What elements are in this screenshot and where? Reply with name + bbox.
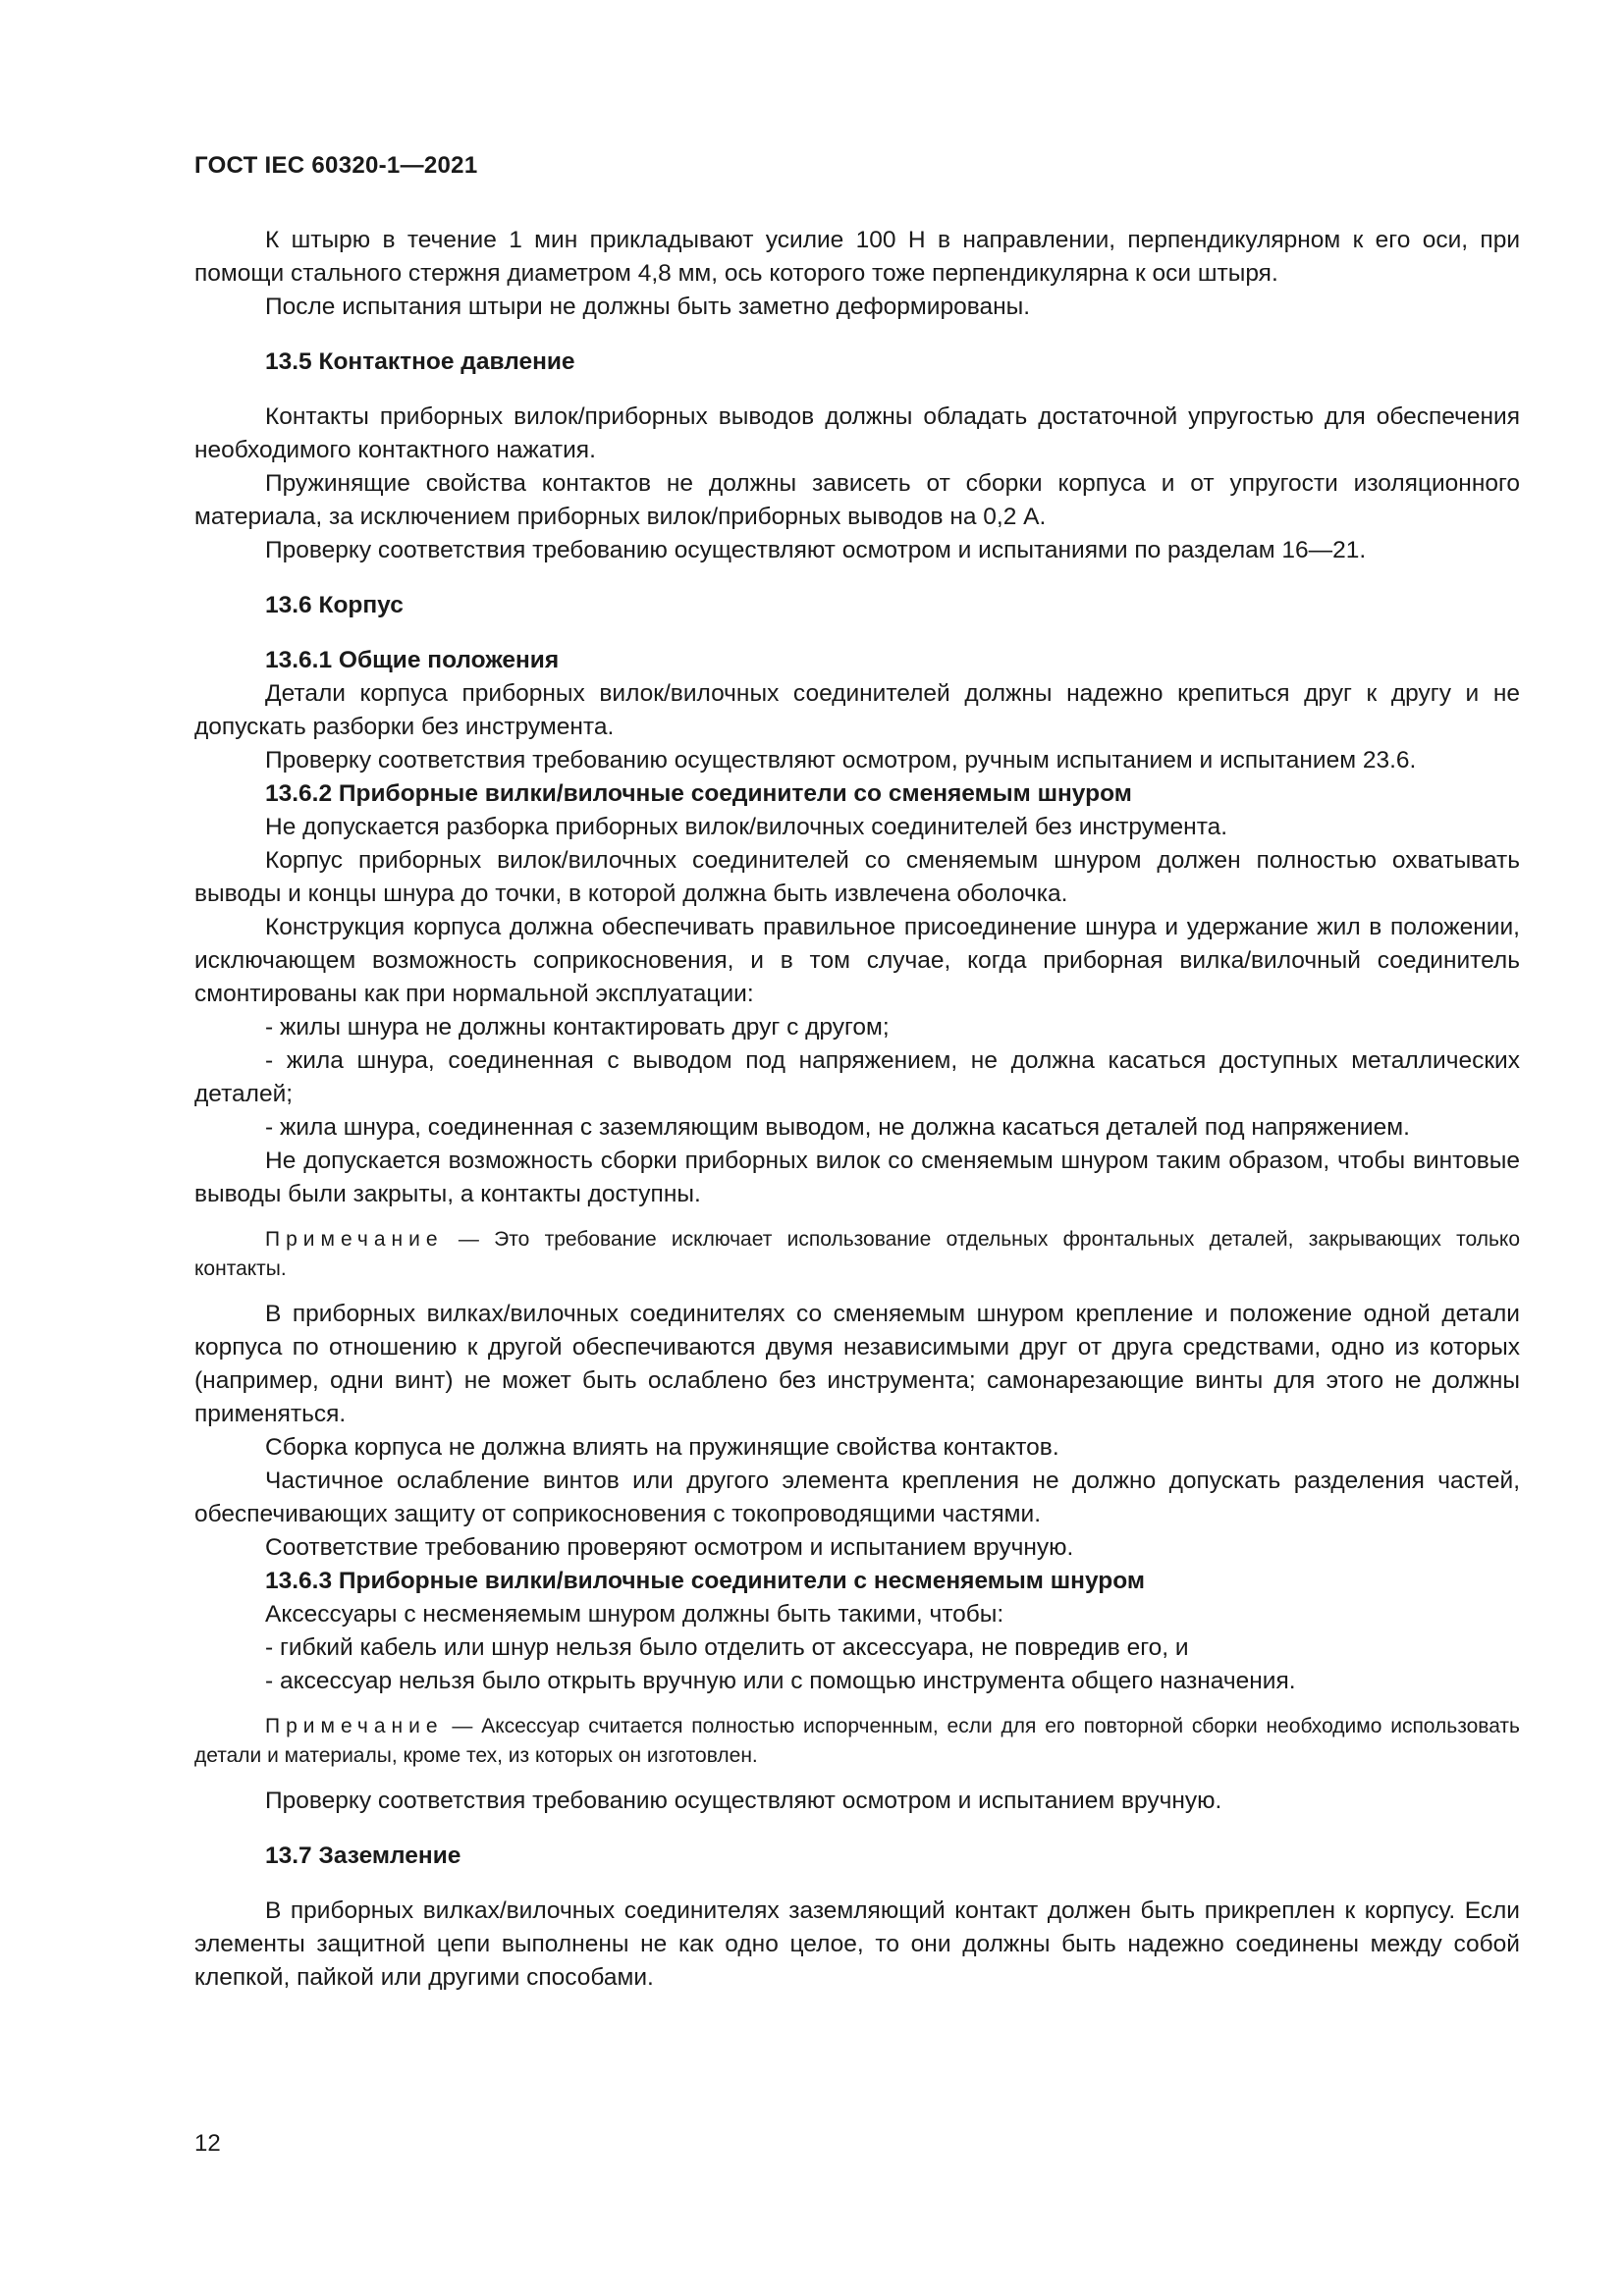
note (194, 1712, 1520, 1771)
list-item: - жилы шнура не должны контактировать друг с другом; (265, 1014, 890, 1041)
paragraph: Контакты приборных вилок/приборных выводов должны обладать достаточной упругостью для обеспечения необходимого контактного нажатия. (194, 403, 1520, 463)
paragraph: Частичное ослабление винтов или другого элемента крепления не должно допускать разделения частей, обеспечивающих защиту от соприкосновения с токопроводящими частями. (194, 1468, 1520, 1527)
paragraph: Соответствие требованию проверяют осмотром и испытанием вручную. (265, 1534, 1074, 1561)
section-heading-13-6-1: 13.6.1 Общие положения (265, 647, 560, 673)
note-text: — Аксессуар считается полностью испорченным, если для его повторной сборки необходимо использовать детали и материалы, кроме тех, из которых он изготовлен. (194, 1715, 1520, 1767)
paragraph: Проверку соответствия требованию осуществляют осмотром, ручным испытанием и испытанием 23.6. (265, 747, 1417, 774)
list-item: - гибкий кабель или шнур нельзя было отделить от аксессуара, не повредив его, и (265, 1634, 1189, 1661)
section-heading-13-7: 13.7 Заземление (265, 1842, 461, 1869)
note (194, 1225, 1520, 1284)
note-label: Примечание (265, 1228, 444, 1251)
paragraph: Сборка корпуса не должна влиять на пружинящие свойства контактов. (265, 1434, 1059, 1461)
paragraph: Не допускается возможность сборки приборных вилок со сменяемым шнуром таким образом, чтобы винтовые выводы были закрыты, а контакты доступны. (194, 1148, 1520, 1207)
paragraph: Детали корпуса приборных вилок/вилочных соединителей должны надежно крепиться друг к другу и не допускать разборки без инструмента. (194, 680, 1520, 740)
section-heading-13-6-2: 13.6.2 Приборные вилки/вилочные соединители со сменяемым шнуром (265, 780, 1132, 807)
paragraph: Корпус приборных вилок/вилочных соединителей со сменяемым шнуром должен полностью охватывать выводы и концы шнура до точки, в которой должна быть извлечена оболочка. (194, 847, 1520, 907)
paragraph: Аксессуары с несменяемым шнуром должны быть такими, чтобы: (265, 1601, 1004, 1628)
document-body (194, 224, 1520, 1995)
note-label: Примечание (265, 1715, 444, 1737)
paragraph: После испытания штыри не должны быть заметно деформированы. (265, 294, 1031, 320)
paragraph: В приборных вилках/вилочных соединителях заземляющий контакт должен быть прикреплен к корпусу. Если элементы защитной цепи выполнены не как одно целое, то они должны быть надежно соединены между собой клепкой, пайкой или другими способами. (194, 1897, 1520, 1991)
paragraph: В приборных вилках/вилочных соединителях со сменяемым шнуром крепление и положение одной детали корпуса по отношению к другой обеспечиваются двумя независимыми друг от друга средствами, одно из которых (например, одни винт) не может быть ослаблено без инструмента; самонарезающие винты для этого не должны применяться. (194, 1301, 1520, 1427)
paragraph: Проверку соответствия требованию осуществляют осмотром и испытанием вручную. (265, 1788, 1222, 1814)
page-number: 12 (194, 2130, 221, 2157)
section-heading-13-6-3: 13.6.3 Приборные вилки/вилочные соединители с несменяемым шнуром (265, 1568, 1145, 1594)
paragraph: Не допускается разборка приборных вилок/вилочных соединителей без инструмента. (265, 814, 1228, 840)
section-heading-13-6: 13.6 Корпус (265, 592, 404, 618)
note-text: — Это требование исключает использование отдельных фронтальных деталей, закрывающих только контакты. (194, 1228, 1520, 1280)
paragraph: Проверку соответствия требованию осуществляют осмотром и испытаниями по разделам 16—21. (265, 537, 1367, 563)
document-header: ГОСТ IEC 60320-1—2021 (194, 152, 478, 179)
paragraph: Пружинящие свойства контактов не должны зависеть от сборки корпуса и от упругости изоляционного материала, за исключением приборных вилок/приборных выводов на 0,2 А. (194, 470, 1520, 530)
list-item: - аксессуар нельзя было открыть вручную или с помощью инструмента общего назначения. (265, 1668, 1296, 1694)
paragraph: Конструкция корпуса должна обеспечивать правильное присоединение шнура и удержание жил в положении, исключающем возможность соприкосновения, и в том случае, когда приборная вилка/вилочный соединитель смонтированы как при нормальной эксплуатации: (194, 914, 1520, 1007)
list-item: - жила шнура, соединенная с заземляющим выводом, не должна касаться деталей под напряжением. (265, 1114, 1410, 1141)
section-heading-13-5: 13.5 Контактное давление (265, 348, 575, 375)
paragraph: К штырю в течение 1 мин прикладывают усилие 100 Н в направлении, перпендикулярном к его оси, при помощи стального стержня диаметром 4,8 мм, ось которого тоже перпендикулярна к оси штыря. (194, 227, 1520, 287)
list-item: - жила шнура, соединенная с выводом под напряжением, не должна касаться доступных металлических деталей; (194, 1047, 1520, 1107)
